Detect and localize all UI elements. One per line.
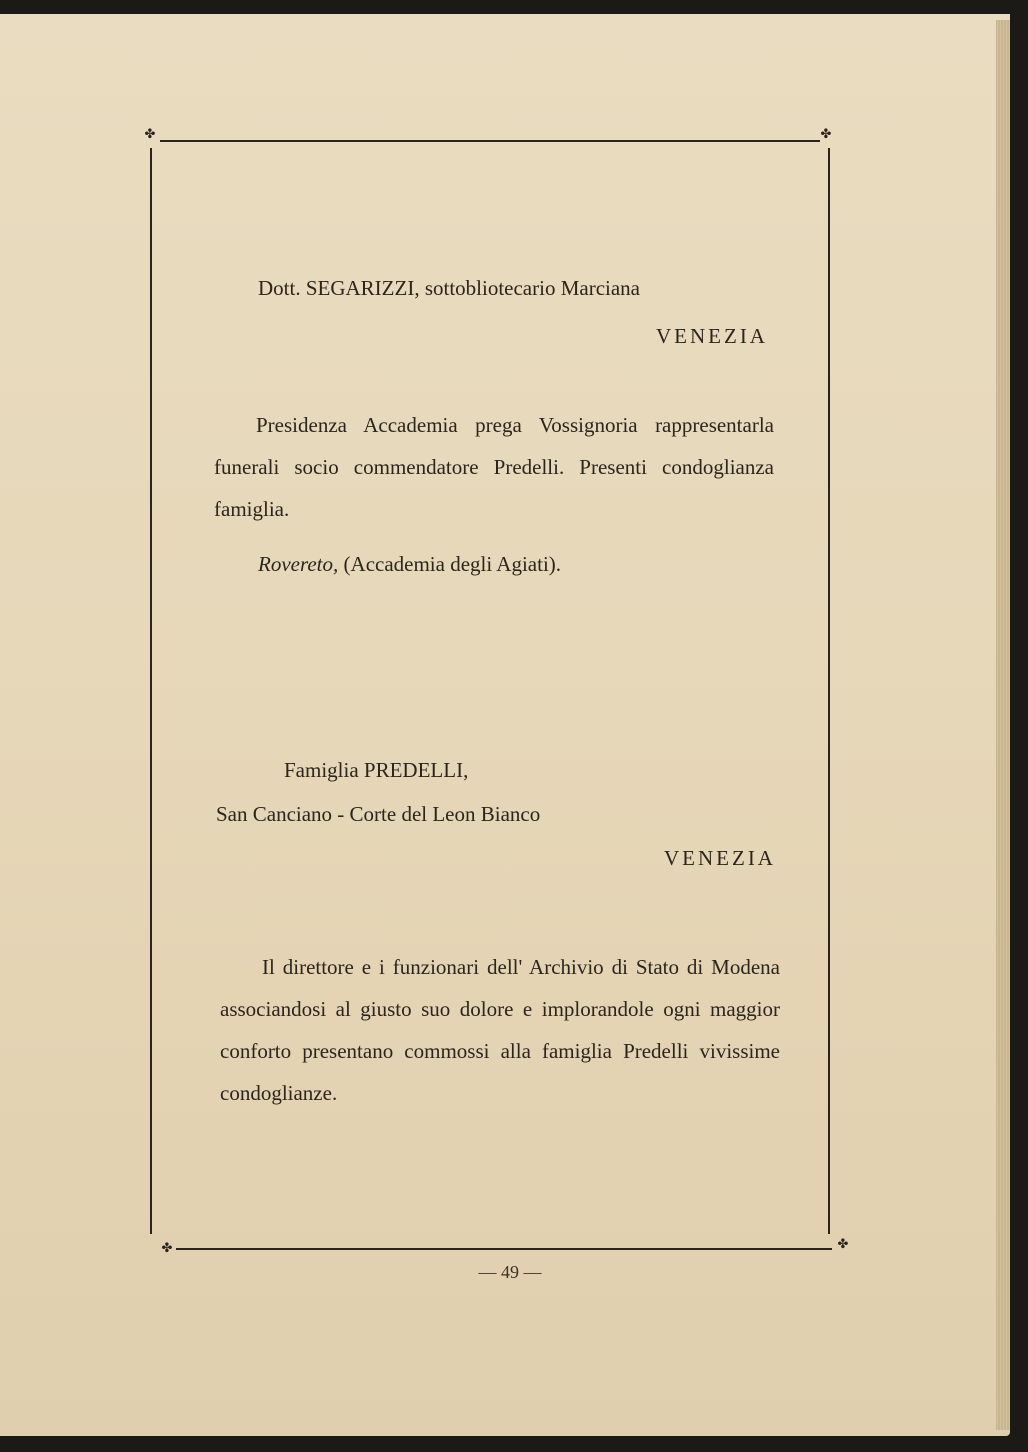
telegram-1-city: VENEZIA (656, 324, 768, 348)
telegram-1-sender-name: (Accademia degli Agiati). (343, 552, 562, 576)
telegram-2-recipient: Famiglia PREDELLI, (284, 758, 469, 782)
telegram-1-recipient: Dott. SEGARIZZI, sottobliotecario Marciana (258, 276, 640, 300)
page-number: — 49 — (478, 1262, 542, 1282)
floral-cross-icon: ✤ (144, 127, 156, 142)
telegram-2-body: Il direttore e i funzionari dell' Archivio di Stato di Modena associandosi al giusto suo dolore e implorandole ogni maggior conforto presentano commossi alla famiglia Predelli vivissime condoglianze. (220, 955, 780, 1105)
frame-right-rule (828, 148, 830, 1234)
floral-cross-icon: ✤ (837, 1237, 849, 1252)
frame-top-rule (160, 140, 820, 142)
telegram-2-address: San Canciano - Corte del Leon Bianco (216, 802, 541, 826)
floral-cross-icon: ✤ (820, 127, 832, 142)
frame-bottom-rule (176, 1248, 832, 1250)
telegram-1-body: Presidenza Accademia prega Vossignoria rappresentarla funerali socio commendatore Predelli. Presenti condoglianza famiglia. (214, 413, 774, 521)
floral-cross-icon: ✤ (161, 1241, 173, 1256)
telegram-1-signature (258, 552, 561, 577)
page-edges (996, 20, 1010, 1430)
frame-left-rule (150, 148, 152, 1234)
telegram-1-sender-place: Rovereto, (258, 552, 339, 576)
telegram-2-city: VENEZIA (664, 846, 776, 870)
